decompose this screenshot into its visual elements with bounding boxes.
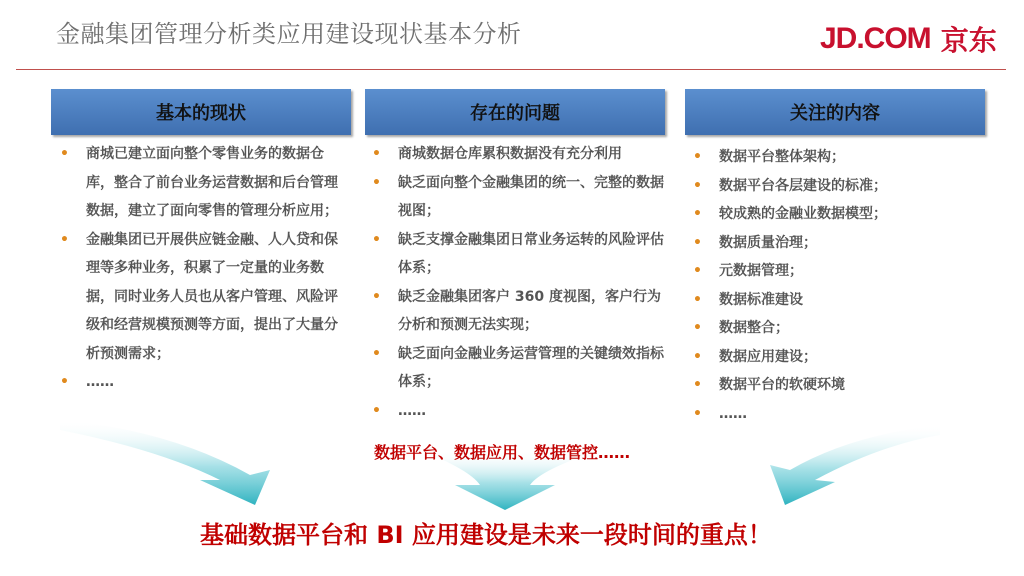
bullet-icon: •: [372, 146, 381, 162]
list-item: • 数据整合；: [693, 314, 985, 343]
logo-cn-text: 京东: [940, 24, 997, 57]
bullet-icon: •: [372, 402, 381, 419]
bullet-icon: •: [372, 345, 381, 362]
right-arrow-shape: [770, 425, 940, 505]
list-item: • 数据平台整体架构；: [693, 143, 985, 172]
bullet-icon: •: [693, 291, 702, 308]
bullet-icon: •: [693, 348, 702, 365]
list-item: • 金融集团已开展供应链金融、人人贷和保理等多种业务，积累了一定量的业务数据，同时业务人员也从客户管理、风险评级和经营规模预测等方面，提出了大量分析预测需求；: [60, 226, 350, 369]
column-problems-list: [372, 140, 664, 425]
list-item: • 数据标准建设: [693, 286, 985, 315]
column-header-focus: [685, 89, 985, 135]
summary-keywords: 数据平台、数据应用、数据管控……: [374, 443, 631, 462]
list-item: • 数据平台各层建设的标准；: [693, 172, 985, 201]
page-title: 金融集团管理分析类应用建设现状基本分析: [56, 20, 522, 48]
list-item: • 较成熟的金融业数据模型；: [693, 200, 985, 229]
bullet-icon: •: [693, 263, 702, 279]
logo-en-text: JD.COM: [820, 22, 931, 55]
list-item: • 数据平台的软硬环境: [693, 371, 985, 400]
list-item: • 商城已建立面向整个零售业务的数据仓库，整合了前台业务运营数据和后台管理数据，建立了面向零售的管理分析应用；: [60, 140, 350, 226]
bullet-icon: •: [693, 177, 702, 194]
bullet-icon: •: [693, 149, 702, 165]
column-status-list: [60, 140, 350, 397]
column-header-status: [51, 89, 351, 135]
bullet-icon: •: [372, 231, 381, 248]
bullet-icon: •: [372, 288, 381, 305]
left-arrow-shape: [60, 420, 270, 505]
list-item: • 数据应用建设；: [693, 343, 985, 372]
bullet-icon: •: [372, 174, 381, 191]
bullet-icon: •: [693, 206, 702, 222]
conclusion-text: 基础数据平台和 BI 应用建设是未来一段时间的重点！: [200, 521, 772, 549]
list-item: • 数据质量治理；: [693, 229, 985, 258]
bullet-icon: •: [693, 405, 702, 422]
title-divider: [16, 69, 1006, 70]
list-item: • 缺乏面向整个金融集团的统一、完整的数据视图；: [372, 169, 664, 226]
bullet-icon: •: [60, 146, 69, 162]
list-item: • ……: [693, 400, 985, 429]
bullet-icon: •: [693, 320, 702, 336]
list-item: • 缺乏支撑金融集团日常业务运转的风险评估体系；: [372, 226, 664, 283]
column-header-problems: [365, 89, 665, 135]
column-header-label: 基本的现状: [156, 103, 246, 124]
column-header-label: 存在的问题: [470, 103, 560, 124]
list-item: • ……: [372, 397, 664, 426]
column-header-label: 关注的内容: [790, 103, 880, 124]
list-item: • 商城数据仓库累积数据没有充分利用: [372, 140, 664, 169]
column-focus-list: [693, 143, 985, 428]
list-item: • 缺乏面向金融业务运营管理的关键绩效指标体系；: [372, 340, 664, 397]
list-item: • ……: [60, 368, 350, 397]
bullet-icon: •: [693, 234, 702, 251]
jd-logo: [820, 22, 997, 56]
bullet-icon: •: [60, 374, 69, 390]
bullet-icon: •: [60, 231, 69, 248]
bullet-icon: •: [693, 377, 702, 393]
list-item: • 缺乏金融集团客户 360 度视图，客户行为分析和预测无法实现；: [372, 283, 664, 340]
list-item: • 元数据管理；: [693, 257, 985, 286]
